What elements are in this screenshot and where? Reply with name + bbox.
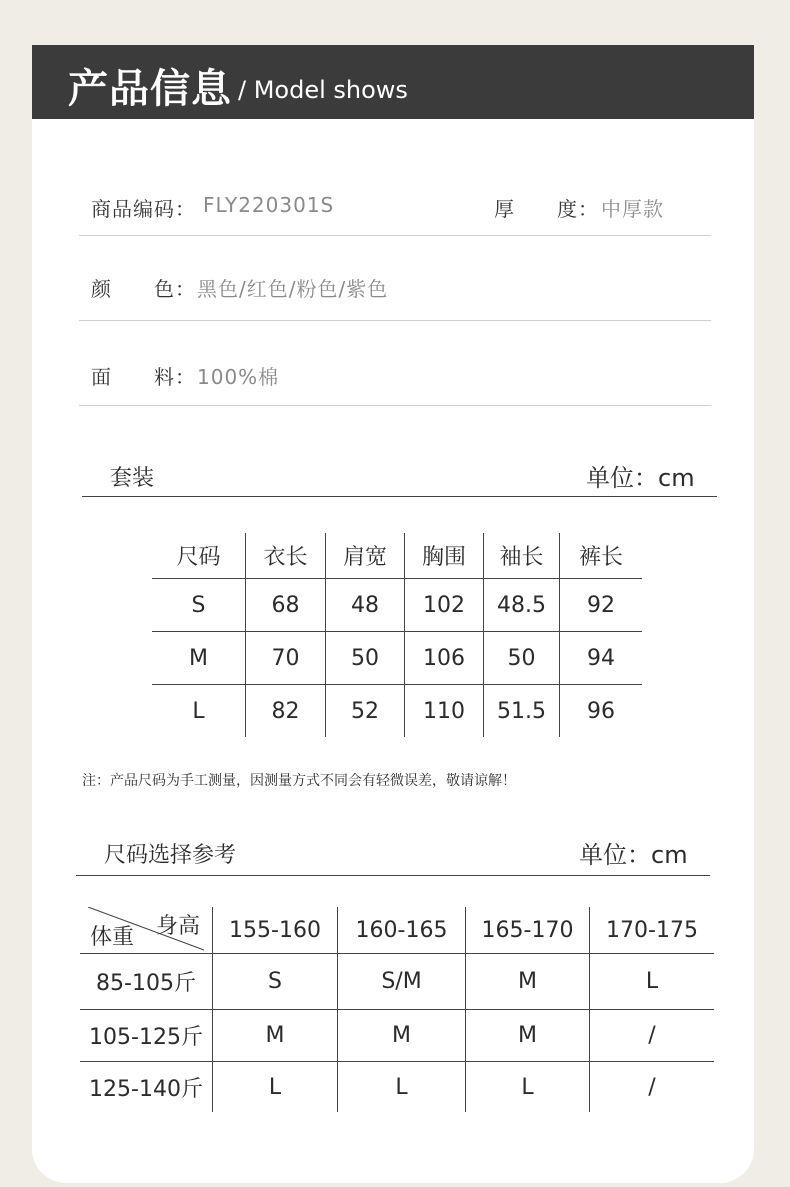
table-cell: 110 [405, 685, 484, 738]
ref-section-title: 尺码选择参考 [104, 843, 237, 868]
weight-corner-label: 体重 [90, 925, 135, 950]
table-header-cell: 170-175 [590, 907, 715, 954]
table-row [152, 632, 642, 685]
table-header-row [152, 533, 642, 579]
set-size-table [152, 533, 642, 737]
code-label: 商品编码： [91, 197, 196, 221]
table-cell: L [338, 1062, 466, 1113]
table-header-cell: 衣长 [246, 533, 326, 579]
table-cell: 70 [246, 632, 326, 685]
table-cell: S [213, 954, 338, 1010]
table-header-cell: 尺码 [152, 533, 246, 579]
table-cell: S [152, 579, 246, 632]
info-row-fabric [79, 358, 711, 406]
table-cell: M [466, 954, 590, 1010]
measurement-note: 注：产品尺码为手工测量，因测量方式不同会有轻微误差，敬请谅解！ [82, 773, 516, 789]
set-section-unit: 单位：cm [586, 464, 695, 492]
thickness-label: 厚 度： [494, 197, 599, 221]
ref-section-divider [76, 875, 710, 876]
table-cell: 48 [326, 579, 405, 632]
table-cell: 52 [326, 685, 405, 738]
table-cell: 94 [560, 632, 643, 685]
code-value: FLY220301S [203, 193, 335, 217]
corner-cell [80, 907, 213, 954]
table-cell: 82 [246, 685, 326, 738]
table-header-row [80, 907, 714, 954]
size-reference-table [80, 907, 714, 1112]
info-row-code [79, 190, 711, 236]
table-cell: L [590, 954, 715, 1010]
info-row-color [79, 270, 711, 321]
table-cell: / [590, 1010, 715, 1062]
table-header-cell: 胸围 [405, 533, 484, 579]
table-cell: 68 [246, 579, 326, 632]
weight-cell: 125-140斤 [80, 1062, 213, 1113]
table-cell: 50 [484, 632, 560, 685]
weight-cell: 85-105斤 [80, 954, 213, 1010]
table-header-cell: 165-170 [466, 907, 590, 954]
table-header-cell: 袖长 [484, 533, 560, 579]
page-title: 产品信息 [68, 66, 232, 112]
header-bar [32, 45, 754, 119]
table-cell: M [213, 1010, 338, 1062]
color-label: 颜 色： [91, 277, 196, 301]
table-cell: M [152, 632, 246, 685]
table-cell: L [213, 1062, 338, 1113]
table-cell: 92 [560, 579, 643, 632]
table-cell: / [590, 1062, 715, 1113]
set-section-divider [82, 496, 717, 497]
table-cell: 102 [405, 579, 484, 632]
page-subtitle: / Model shows [238, 76, 408, 104]
weight-cell: 105-125斤 [80, 1010, 213, 1062]
ref-section-unit: 单位：cm [579, 841, 688, 869]
set-section-title: 套装 [110, 466, 155, 491]
height-corner-label: 身高 [155, 914, 200, 939]
table-cell: 96 [560, 685, 643, 738]
table-cell: S/M [338, 954, 466, 1010]
table-cell: 48.5 [484, 579, 560, 632]
table-header-cell: 裤长 [560, 533, 643, 579]
table-cell: L [152, 685, 246, 738]
product-card [32, 45, 754, 1183]
table-cell: L [466, 1062, 590, 1113]
color-value: 黑色/红色/粉色/紫色 [197, 277, 389, 301]
fabric-label: 面 料： [91, 365, 196, 389]
table-header-cell: 155-160 [213, 907, 338, 954]
table-row [80, 954, 714, 1010]
table-row [152, 579, 642, 632]
table-cell: 51.5 [484, 685, 560, 738]
table-header-cell: 肩宽 [326, 533, 405, 579]
table-row [152, 685, 642, 738]
fabric-value: 100%棉 [197, 365, 280, 389]
table-row [80, 1010, 714, 1062]
table-cell: M [338, 1010, 466, 1062]
thickness-value: 中厚款 [601, 197, 664, 221]
table-cell: 106 [405, 632, 484, 685]
table-cell: M [466, 1010, 590, 1062]
table-header-cell: 160-165 [338, 907, 466, 954]
table-row [80, 1062, 714, 1113]
table-cell: 50 [326, 632, 405, 685]
